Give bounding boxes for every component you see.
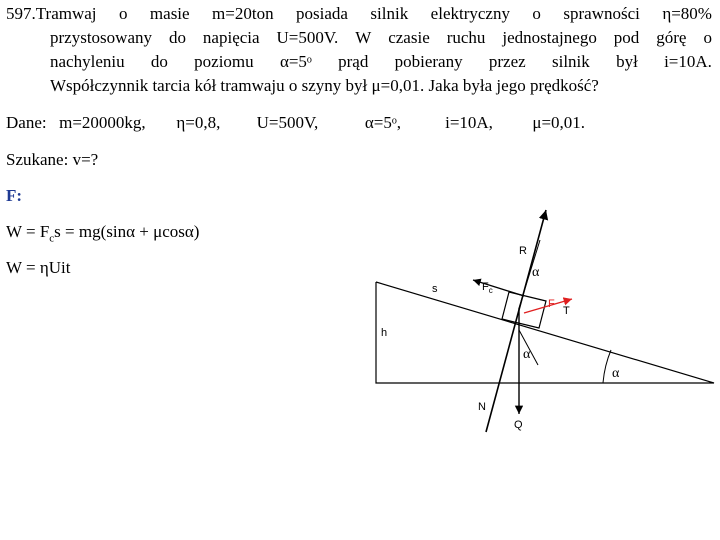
label-N: N: [478, 401, 486, 413]
problem-line-3-word: poziomu: [194, 52, 254, 71]
label-alpha-mid: α: [523, 347, 531, 362]
problem-line-1-word: m=20ton: [212, 4, 274, 23]
label-Fc-main: F: [482, 281, 489, 293]
problem-line-3-word: był: [616, 52, 638, 71]
problem-line-1-word: η=80%: [662, 4, 712, 23]
given-mass: m=20000kg,: [59, 113, 146, 132]
problem-line-2-word: górę: [656, 28, 687, 47]
problem-line-3-word: silnik: [551, 52, 590, 71]
problem-line-3-word: nachyleniu: [50, 52, 125, 71]
problem-line-3-word: α=5ᵒ: [279, 52, 312, 71]
problem-line-2-word: przystosowany: [50, 28, 152, 47]
problem-line-1-word: masie: [149, 4, 190, 23]
label-F: F: [548, 298, 555, 310]
tram-block: [502, 292, 546, 328]
label-Q: Q: [514, 419, 523, 431]
label-s: s: [432, 283, 438, 295]
given-label: Dane:: [6, 113, 47, 132]
given-current: i=10A,: [445, 113, 493, 132]
work-equation-subscript: c: [49, 232, 55, 245]
problem-line-1-word: o: [532, 4, 541, 23]
label-alpha-corner: α: [612, 366, 620, 381]
problem-line-2-word: U=500V.: [276, 28, 339, 47]
given-voltage: U=500V,: [256, 113, 319, 132]
energy-equation: W = ηUit: [6, 258, 71, 277]
given-friction: μ=0,01.: [532, 113, 586, 132]
problem-line-2-word: o: [703, 28, 712, 47]
problem-line-3-word: prąd: [338, 52, 369, 71]
label-Fc-sub: c: [488, 286, 493, 295]
reaction-force-arrow: [486, 210, 546, 432]
problem-line-1-word: 597.Tramwaj: [6, 4, 97, 23]
problem-line-1-word: posiada: [296, 4, 348, 23]
problem-line-2-word: ruchu: [446, 28, 486, 47]
problem-line-1-word: elektryczny: [430, 4, 510, 23]
problem-line-2-word: W: [355, 28, 372, 47]
problem-line-3-word: do: [150, 52, 168, 71]
work-equation-pre: W = F: [6, 222, 50, 241]
problem-line-2-word: jednostajnego: [502, 28, 597, 47]
problem-line-2-word: czasie: [388, 28, 430, 47]
wanted-quantity: Szukane: v=?: [6, 150, 99, 169]
problem-line-3-word: pobierany: [394, 52, 463, 71]
corner-angle-arc: [603, 350, 611, 383]
label-R: R: [519, 245, 527, 257]
given-efficiency: η=0,8,: [176, 113, 221, 132]
problem-line-1-word: sprawności: [563, 4, 640, 23]
section-header: F:: [6, 186, 23, 205]
label-h: h: [381, 327, 388, 339]
label-Fc: [482, 281, 493, 295]
problem-line-3-word: przez: [488, 52, 526, 71]
fc-force-arrow: [473, 280, 524, 296]
problem-line-1-word: silnik: [370, 4, 409, 23]
problem-line-1-word: o: [118, 4, 128, 23]
problem-line-2-word: do: [168, 28, 186, 47]
problem-line-4-text: Współczynnik tarcia kół tramwaju o szyny był μ=0,01. Jaka była jego prędkość?: [50, 76, 599, 95]
label-alpha-top: α: [532, 265, 540, 280]
problem-line-2-word: pod: [613, 28, 640, 47]
problem-line-2-word: napięcia: [202, 28, 260, 47]
label-T: T: [563, 305, 570, 317]
work-equation-post: s = mg(sinα + μcosα): [54, 222, 200, 241]
incline-triangle: [376, 282, 714, 383]
given-angle: α=5ᵒ,: [364, 113, 401, 132]
problem-line-3-word: i=10A.: [664, 52, 712, 71]
